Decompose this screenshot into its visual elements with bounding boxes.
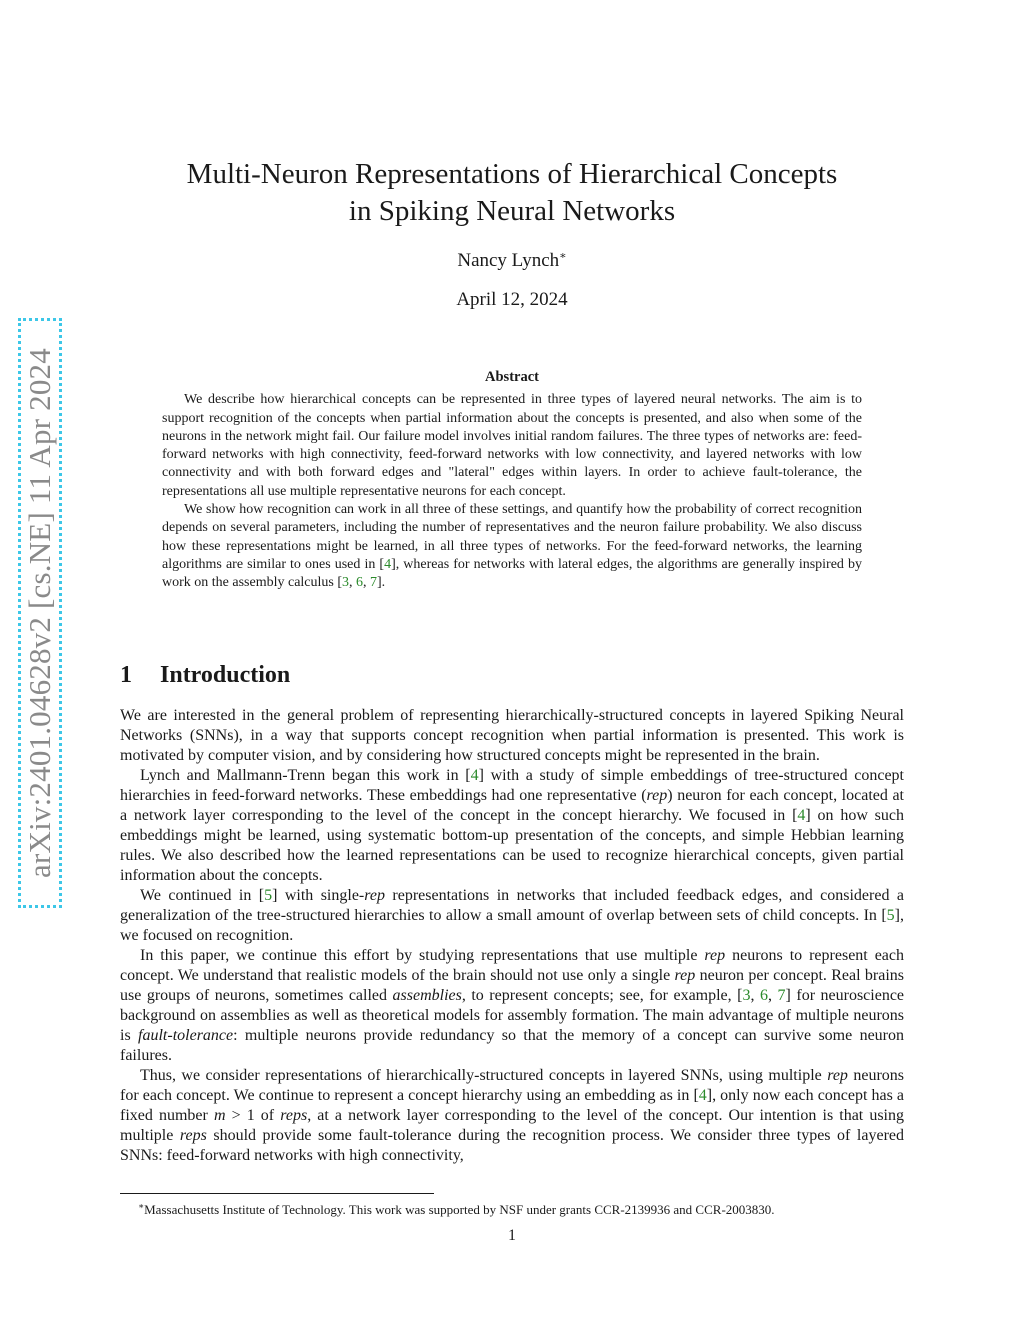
arxiv-id-text: arXiv:2401.04628v2 [cs.NE] 11 Apr 2024 (22, 348, 58, 878)
body-text: ], only now each concept has a fixed number (120, 1087, 905, 1124)
body-text: representations in networks that included feedback edges, and considered a generalization of the tree-structured hierarchies to allow a small amount of overlap between sets of child concepts. In [ (120, 887, 904, 924)
citation-link[interactable]: 4 (384, 556, 392, 572)
footnote (120, 1198, 904, 1218)
body-text: ] with a study of simple embeddings of tree-structured concept hierarchies in feed-forward networks. These embeddings had one representative ( (120, 767, 904, 804)
abstract-paragraph-1: We describe how hierarchical concepts can be represented in three types of layered neural networks. The aim is to support recognition of the concepts when partial information about the concepts is presented, and also when some of the neurons in the network might fail. Our failure model involves initial random failures. The three types of networks are: feed-forward networks with high connectivity, feed-forward networks with low connectivity, and layered networks with low connectivity and with both forward edges and "lateral" edges within layers. In order to achieve fault-tolerance, the representations all use multiple representative neurons for each concept. (162, 392, 862, 499)
citation-link[interactable]: 3 (742, 987, 751, 1004)
body-text: ) neuron for each concept, located at a network layer corresponding to the level of the concept in the concept hierarchy. We focused in [ (120, 787, 904, 824)
intro-paragraph-2 (120, 766, 904, 886)
citation-link[interactable]: 5 (264, 887, 273, 904)
abstract-paragraph-2 (162, 501, 862, 592)
body-text: : multiple neurons provide redundancy so that the memory of a concept can survive some neuron failures. (120, 1027, 905, 1064)
citation-separator: , (363, 575, 371, 591)
italic-term: rep (364, 887, 385, 904)
body-text: Thus, we consider representations of hierarchically-structured concepts in layered SNNs, using multiple (140, 1067, 828, 1084)
italic-term: assemblies (392, 987, 462, 1004)
italic-term: fault-tolerance (138, 1027, 234, 1044)
body-text: Lynch and Mallmann-Trenn began this work in [ (140, 767, 471, 784)
citation-link[interactable]: 4 (698, 1087, 707, 1104)
body-text: should provide some fault-tolerance during the recognition process. We consider three types of layered SNNs: feed-forward networks with high connectivity, (120, 1127, 904, 1164)
abstract-text: ], whereas for networks with lateral edges, the algorithms are generally inspired by work on the assembly calculus [ (162, 556, 862, 591)
footnote-mark: ∗ (138, 1201, 145, 1211)
body-text: > 1 of (225, 1107, 281, 1124)
title-line-2: in Spiking Neural Networks (348, 195, 676, 227)
body-text: , at a network layer corresponding to the level of the concept. Our intention is that using multiple (120, 1107, 905, 1144)
italic-term: reps (280, 1107, 308, 1124)
math-variable: m (213, 1107, 226, 1124)
arxiv-id-stamp (18, 318, 62, 908)
body-text: ] with single- (272, 887, 365, 904)
body-text: neurons for each concept. We continue to represent a concept hierarchy using an embedding as in [ (120, 1067, 905, 1104)
paper-title (140, 156, 884, 230)
author-footnote-mark: ∗ (559, 250, 567, 262)
page-number: 1 (508, 1227, 516, 1244)
abstract-text: ]. (377, 575, 386, 591)
citation-link[interactable]: 3 (342, 575, 350, 591)
body-text: ], we focused on recognition. (120, 907, 904, 944)
title-line-1: Multi-Neuron Representations of Hierarchical Concepts (186, 158, 838, 190)
body-text: ] on how such embeddings might be learned, using systematic bottom-up presentation of the concepts, and simple Hebbian learning rules. We also described how the learned representations can be used to recognize hierarchical concepts, given partial information about the concepts. (120, 807, 904, 884)
italic-term: rep (827, 1067, 848, 1084)
author (140, 249, 884, 272)
italic-term: rep (646, 787, 668, 804)
body-text: We continued in [ (140, 887, 265, 904)
intro-paragraph-5 (120, 1066, 904, 1166)
citation-separator: , (349, 575, 357, 591)
citation-link[interactable]: 4 (470, 767, 479, 784)
footnote-text: Massachusetts Institute of Technology. This work was supported by NSF under grants CCR-2139936 and CCR-2003830. (144, 1202, 775, 1217)
body-text: , to represent concepts; see, for example, [ (461, 987, 743, 1004)
citation-link[interactable]: 7 (370, 575, 378, 591)
author-name: Nancy Lynch (457, 250, 560, 271)
citation-separator: , (768, 987, 778, 1004)
body-text: In this paper, we continue this effort by studying representations that use multiple (140, 947, 705, 964)
citation-link[interactable]: 6 (356, 575, 364, 591)
introduction-body (120, 706, 904, 1166)
paper-date: April 12, 2024 (456, 289, 568, 310)
abstract (162, 368, 862, 593)
citation-link[interactable]: 5 (886, 907, 895, 924)
citation-separator: , (750, 987, 761, 1004)
intro-paragraph-1: We are interested in the general problem of representing hierarchically-structured concepts in layered Spiking Neural Networks (SNNs), in a way that supports concept recognition when partial information is presented. This work is motivated by computer vision, and by considering how structured concepts might be represented in the brain. (120, 707, 904, 764)
body-text: neuron per concept. Real brains use groups of neurons, sometimes called (120, 967, 905, 1004)
abstract-heading: Abstract (485, 369, 539, 385)
section-title: Introduction (160, 662, 291, 688)
citation-link[interactable]: 7 (777, 987, 786, 1004)
italic-term: reps (179, 1127, 207, 1144)
intro-paragraph-3 (120, 886, 904, 946)
italic-term: rep (674, 967, 696, 984)
body-text: neurons to represent each concept. We understand that realistic models of the brain should not use only a single (120, 947, 904, 984)
intro-paragraph-4 (120, 946, 904, 1066)
abstract-text: We show how recognition can work in all three of these settings, and quantify how the probability of correct recognition depends on several parameters, including the number of representatives and the neuron failure probability. We also discuss how these representations might be learned, in all three types of networks. For the feed-forward networks, the learning algorithms are similar to ones used in [ (162, 502, 862, 572)
italic-term: rep (704, 947, 726, 964)
footnote-rule (120, 1193, 434, 1194)
citation-link[interactable]: 4 (797, 807, 806, 824)
section-number: 1 (120, 662, 132, 688)
body-text: ] for neuroscience background on assemblies as well as theoretical models for assembly formation. The main advantage of multiple neurons is (120, 987, 905, 1044)
section-heading (120, 662, 290, 689)
citation-link[interactable]: 6 (760, 987, 769, 1004)
